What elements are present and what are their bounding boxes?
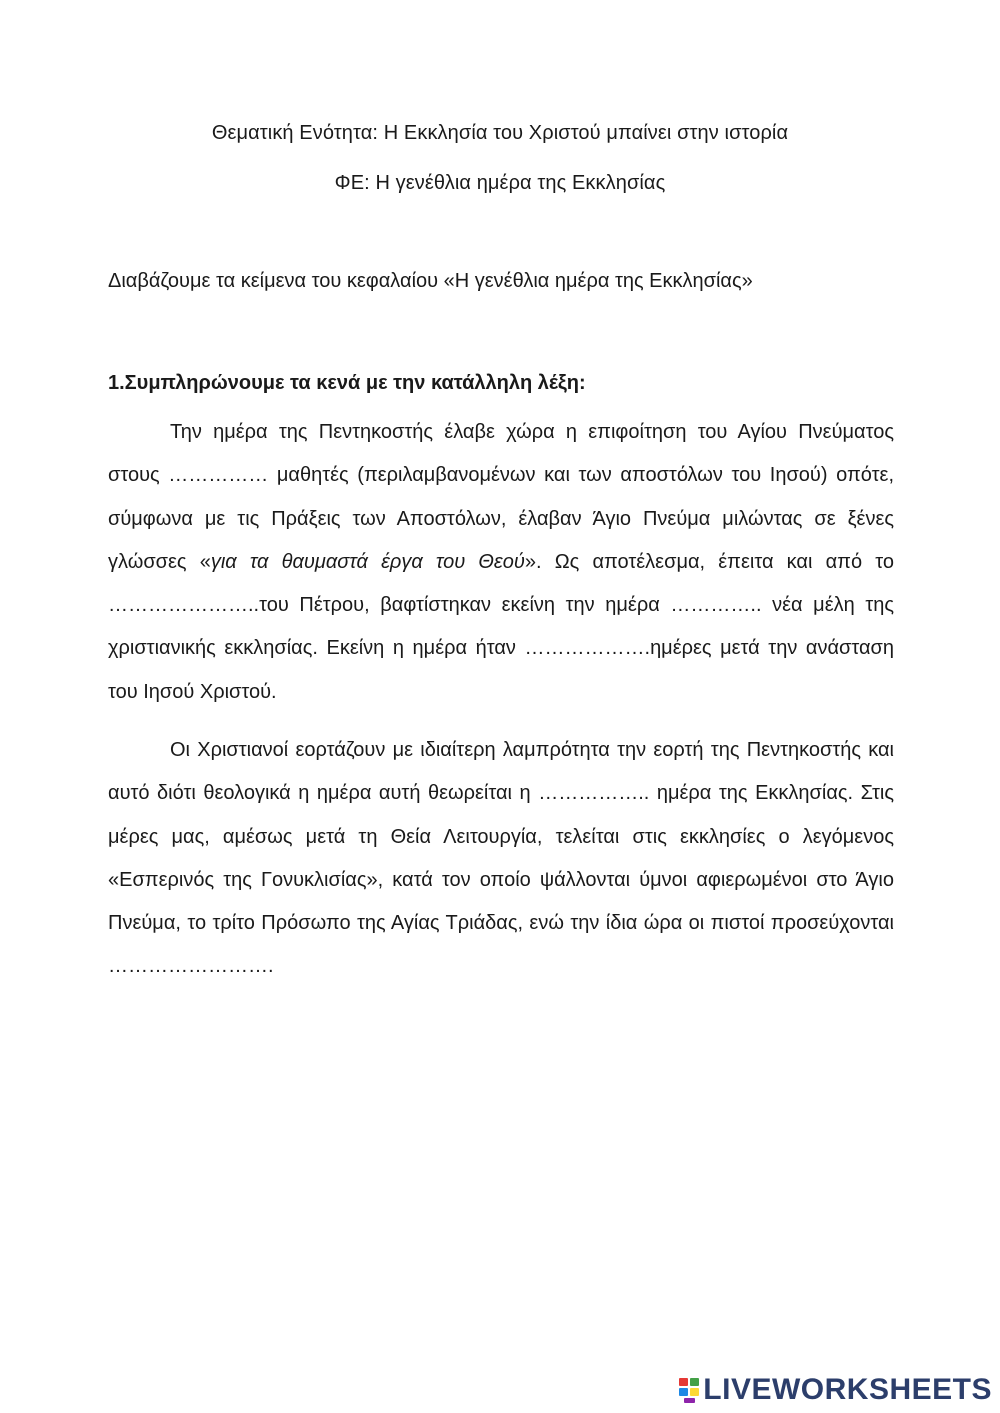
fill-in-paragraph-2: Οι Χριστιανοί εορτάζουν με ιδιαίτερη λαμπρότητα την εορτή της Πεντηκοστής και αυτό διότι θεολογικά η ημέρα αυτή θεωρείται η …………….. ημέρα της Εκκλησίας. Στις μέρες μας, αμέσως μετά τη Θεία Λειτουργία, τελείται στις εκκλησίες ο λεγόμενος «Εσπερινός της Γονυκλισίας», κατά τον οποίο ψάλλονται ύμνοι αφιερωμένοι στο Άγιο Πνεύμα, το τρίτο Πρόσωπο της Αγίας Τριάδας, ενώ την ίδια ώρα οι πιστοί προσεύχονται …………………….: [108, 739, 894, 978]
reading-instruction: Διαβάζουμε τα κείμενα του κεφαλαίου «Η γενέθλια ημέρα της Εκκλησίας»: [108, 270, 753, 292]
fill-in-paragraph-1: Την ημέρα της Πεντηκοστής έλαβε χώρα η επιφοίτηση του Αγίου Πνεύματος στους …………… μαθητές (περιλαμβανομένων και των αποστόλων του Ιησού) οπότε, σύμφωνα με τις Πράξεις των Αποστόλων, έλαβαν Άγιο Πνεύμα μιλώντας σε ξένες γλώσσες «για τα θαυμαστά έργα του Θεού». Ως αποτέλεσμα, έπειτα και από το …………………..του Πέτρου, βαφτίστηκαν εκείνη την ημέρα ………….. νέα μέλη της χριστιανικής εκκλησίας. Εκείνη η ημέρα ήταν ……………….ημέρες μετά την ανάσταση του Ιησού Χριστού.: [108, 421, 895, 703]
blank-field[interactable]: …………………….: [108, 955, 274, 978]
unit-title: Θεματική Ενότητα: Η Εκκλησία του Χριστού μπαίνει στην ιστορία: [211, 122, 789, 144]
brand-name: LIVEWORKSHEETS: [703, 1373, 992, 1406]
lesson-title: ΦΕ: Η γενέθλια ημέρα της Εκκλησίας: [334, 172, 666, 194]
liveworksheets-logo-icon: [679, 1376, 701, 1404]
exercise-title: 1.Συμπληρώνουμε τα κενά με την κατάλληλη λέξη:: [108, 372, 586, 394]
blank-field[interactable]: ……………..: [538, 782, 650, 805]
scripture-quote: για τα θαυμαστά έργα του Θεού: [210, 550, 525, 573]
blank-field[interactable]: …………………..: [108, 594, 260, 617]
blank-field[interactable]: ……………: [168, 464, 269, 487]
blank-field[interactable]: ……………….: [524, 637, 651, 660]
liveworksheets-logo: [679, 1373, 992, 1407]
blank-field[interactable]: ………….: [670, 594, 756, 617]
